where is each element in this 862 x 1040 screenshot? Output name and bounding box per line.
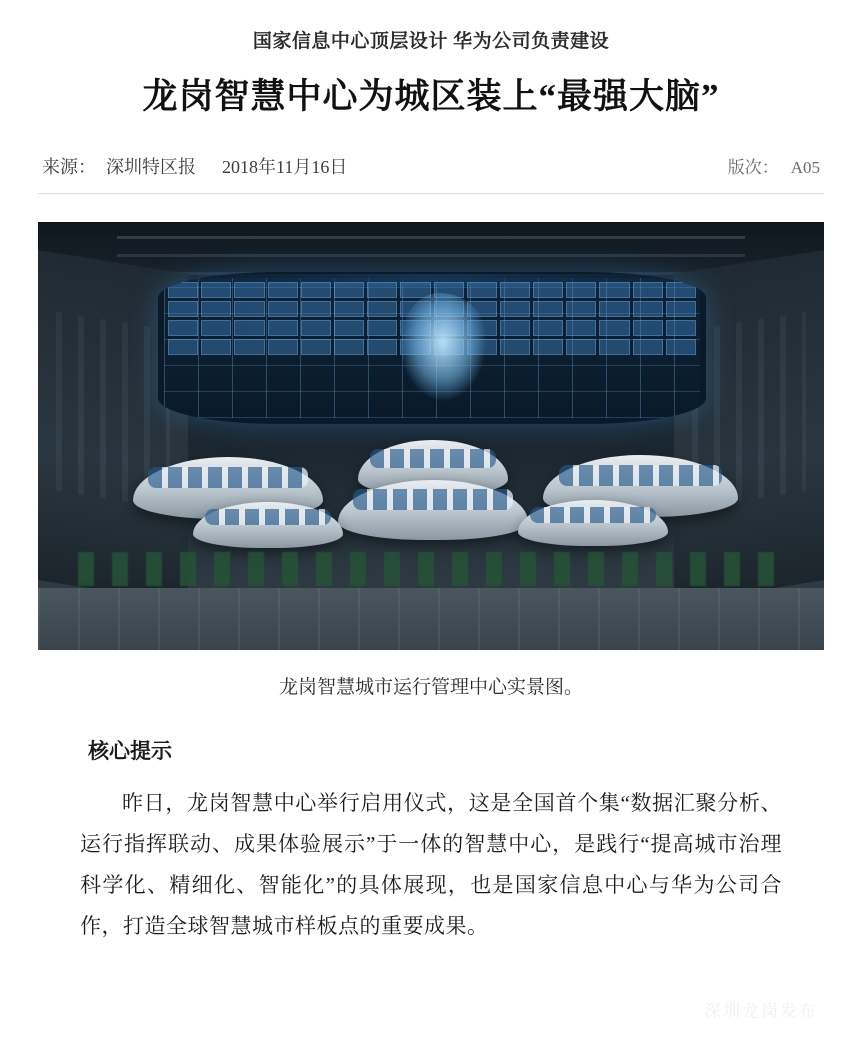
photo-video-wall (158, 272, 706, 424)
photo-console (193, 502, 343, 548)
meta-right-group (728, 153, 820, 178)
meta-left-group (42, 153, 347, 179)
article-figure (38, 222, 824, 699)
edition-label: 版次： (727, 157, 779, 177)
page-title: 龙岗智慧中心为城区装上“最强大脑” (142, 77, 720, 116)
photo-floor (38, 588, 824, 650)
edition-value: A05 (790, 157, 820, 177)
photo-console (338, 480, 528, 540)
lead-paragraph: 昨日，龙岗智慧中心举行启用仪式，这是全国首个集“数据汇聚分析、运行指挥联动、成果体验展示”于一体的智慧中心，是践行“提高城市治理科学化、精细化、智能化”的具体展现，也是国家信息中心与华为公司合作，打造全球智慧城市样板点的重要成果。 (80, 790, 782, 938)
watermark: 深圳龙岗发布 (704, 1002, 818, 1021)
source-name: 深圳特区报 (106, 156, 196, 177)
source-label: 来源： (42, 156, 96, 177)
figure-caption: 龙岗智慧城市运行管理中心实景图。 (278, 676, 583, 698)
article-kicker: 国家信息中心顶层设计 华为公司负责建设 (252, 31, 610, 52)
publish-date: 2018年11月16日 (222, 156, 348, 177)
article-meta (38, 153, 824, 194)
control-center-photo (38, 222, 824, 650)
photo-plant-row (78, 552, 784, 586)
photo-console (518, 500, 668, 546)
lead-title: 核心提示 (88, 738, 172, 763)
